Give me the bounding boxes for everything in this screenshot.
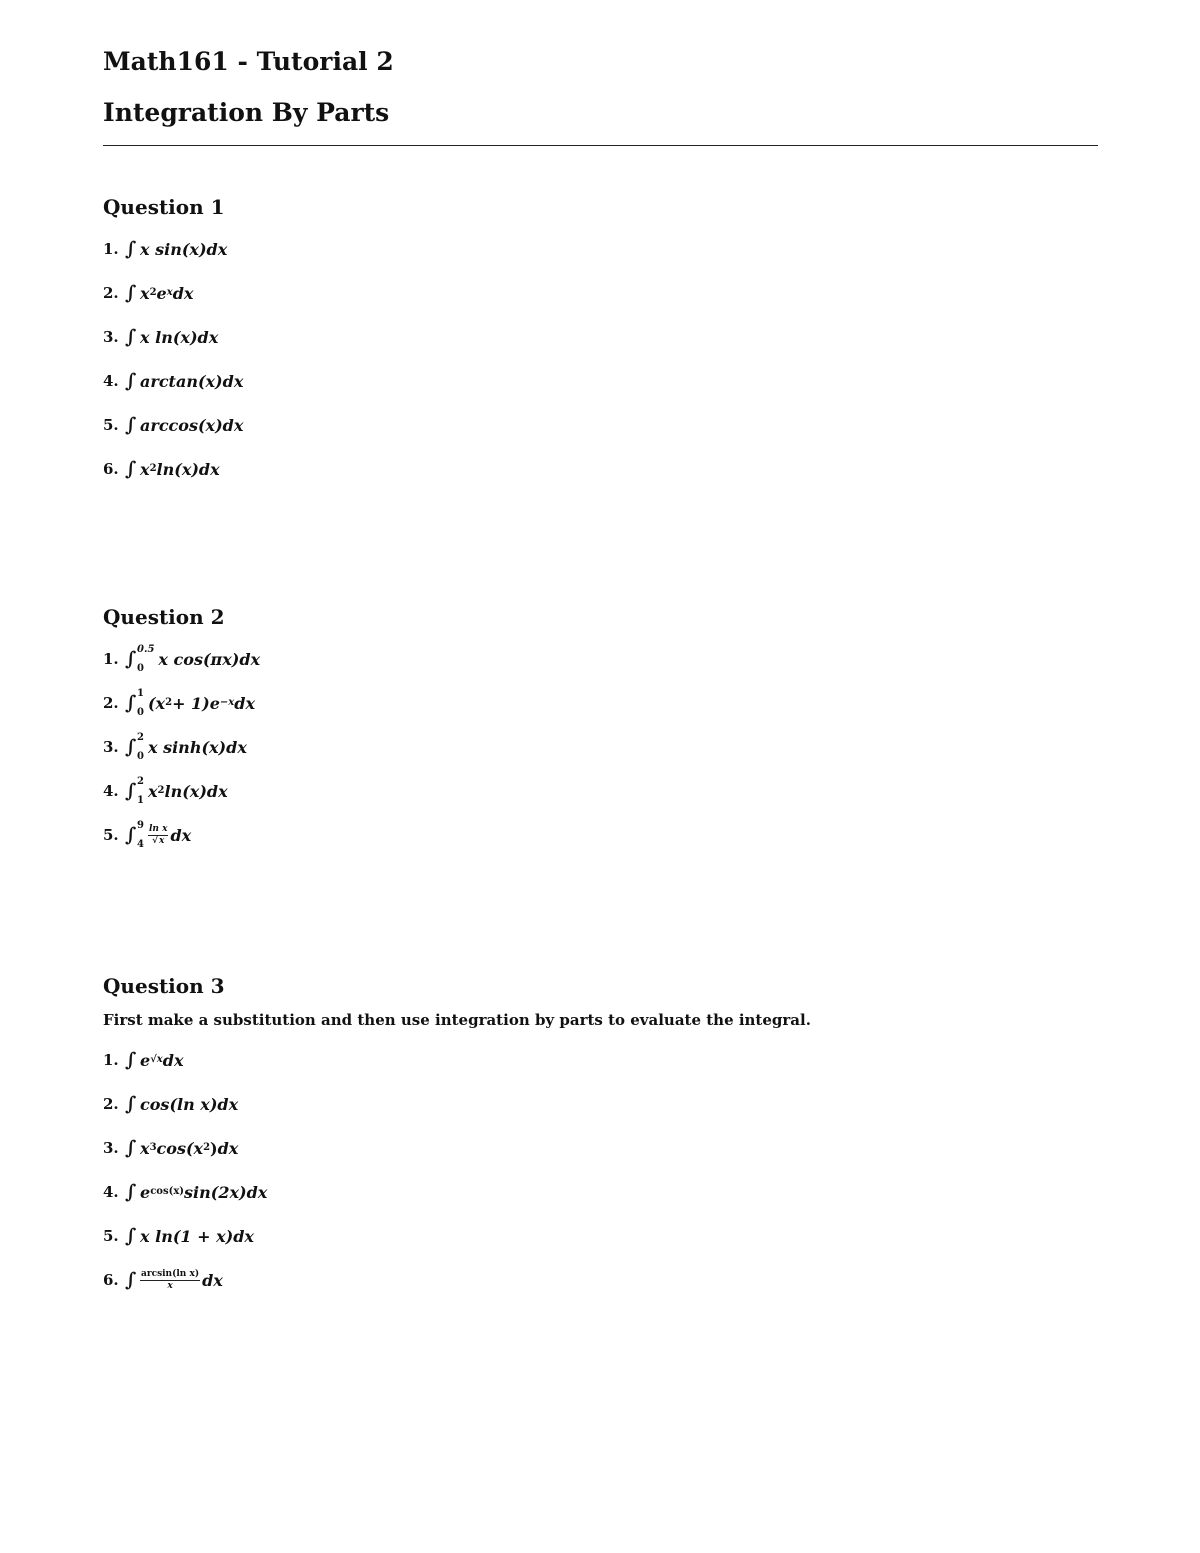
item-number: 6. [103, 460, 119, 478]
integrand-part-2: + 1)e [172, 693, 220, 713]
differential: dx [206, 239, 228, 259]
course-title: Math161 - Tutorial 2 [103, 47, 394, 76]
integral-sign: ∫ [125, 238, 137, 260]
integral-sign: ∫ [125, 1049, 137, 1071]
item-number: 2. [103, 1095, 119, 1113]
header-divider [103, 145, 1098, 146]
differential: dx [202, 1270, 223, 1290]
differential: dx [170, 825, 192, 845]
question-3-heading: Question 3 [103, 974, 225, 998]
integrand: x [140, 1138, 150, 1158]
integrand: x ln(x) [140, 327, 198, 347]
integrand-part-2: e [156, 283, 167, 303]
sqrt-radicand: x [158, 835, 165, 846]
integral-expression [125, 1093, 238, 1115]
lower-limit: 4 [137, 839, 144, 850]
question-2-heading: Question 2 [103, 605, 225, 629]
question-1-item-5 [103, 403, 1098, 447]
upper-limit: 1 [137, 688, 144, 699]
differential: dx [198, 459, 220, 479]
integrand: e [140, 1050, 151, 1070]
item-number: 3. [103, 328, 119, 346]
item-number: 5. [103, 826, 119, 844]
integral-sign: ∫ [125, 326, 137, 348]
item-number: 1. [103, 650, 119, 668]
integral-sign: ∫ [125, 1137, 137, 1159]
item-number: 1. [103, 1051, 119, 1069]
integral-expression: ∫ e cos(x) sin(2x) dx [125, 1181, 268, 1203]
integral-expression [125, 644, 261, 674]
question-1-section [103, 193, 1098, 491]
integrand: x [140, 283, 150, 303]
item-number: 4. [103, 1183, 119, 1201]
lower-limit: 1 [137, 795, 144, 806]
integrand: x cos(πx) [158, 649, 240, 669]
integral-expression [125, 820, 192, 850]
item-number: 3. [103, 1139, 119, 1157]
differential: dx [233, 1226, 254, 1246]
upper-limit: 2 [137, 776, 144, 787]
question-2-item-2 [103, 681, 1098, 725]
integrand: x sin(x) [140, 239, 207, 259]
integral-expression: ∫ x 2 e x dx [125, 282, 194, 304]
upper-limit: 2 [137, 732, 144, 743]
integral-sign: ∫ [125, 1181, 137, 1203]
differential: dx [226, 737, 247, 757]
question-3-item-2 [103, 1082, 1098, 1126]
differential: dx [217, 1094, 239, 1114]
question-3-item-6 [103, 1258, 1098, 1302]
item-number: 6. [103, 1271, 119, 1289]
integral-expression [125, 1225, 254, 1247]
differential: dx [234, 693, 255, 713]
integrand-part-2: cos(x [156, 1138, 204, 1158]
question-1-heading: Question 1 [103, 195, 225, 219]
question-1-item-4 [103, 359, 1098, 403]
question-1-list [103, 227, 1098, 491]
integrand: x [140, 459, 150, 479]
integral-expression: ∫ e √x dx [125, 1049, 184, 1071]
integral-limits [137, 776, 144, 806]
integral-expression [125, 414, 243, 436]
topic-title: Integration By Parts [103, 98, 390, 127]
integral-sign: ∫ [125, 1225, 137, 1247]
item-number: 5. [103, 1227, 119, 1245]
question-2-list [103, 637, 1098, 857]
integral-limits [137, 688, 144, 718]
question-1-item-3 [103, 315, 1098, 359]
lower-limit: 0 [137, 707, 144, 718]
question-3-item-5 [103, 1214, 1098, 1258]
differential: dx [222, 371, 244, 391]
differential: dx [162, 1050, 184, 1070]
integral-sign: ∫ [125, 458, 137, 480]
question-1-item-6 [103, 447, 1098, 491]
item-number: 1. [103, 240, 119, 258]
integral-expression [125, 238, 227, 260]
fraction [148, 824, 168, 847]
integral-sign: ∫ [125, 414, 137, 436]
integral-limits [137, 732, 144, 762]
integral-expression: ∫ x 2 ln(x) dx [125, 458, 220, 480]
integral-sign: ∫ [125, 824, 137, 846]
differential: dx [197, 327, 219, 347]
integral-expression [125, 732, 247, 762]
item-number: 5. [103, 416, 119, 434]
integral-sign: ∫ [125, 780, 137, 802]
differential: dx [239, 649, 261, 669]
integrand-part-2: sin(2x) [184, 1182, 247, 1202]
fraction-denominator: √x [152, 835, 165, 846]
integral-sign: ∫ [125, 1093, 137, 1115]
integrand: arccos(x) [140, 415, 223, 435]
integrand-part-2: ln(x) [156, 459, 199, 479]
question-2-item-3 [103, 725, 1098, 769]
question-3-item-1 [103, 1038, 1098, 1082]
question-2-section [103, 603, 1098, 857]
question-3-section [103, 972, 1098, 1302]
integral-sign: ∫ [125, 692, 137, 714]
fraction-numerator: arcsin(ln x) [141, 1268, 200, 1279]
differential: dx [217, 1138, 239, 1158]
integrand: x [147, 781, 158, 801]
fraction-numerator: ln x [148, 823, 168, 834]
integral-expression: ∫ x 3 cos(x 2 ) dx [125, 1137, 239, 1159]
integral-sign: ∫ [125, 648, 137, 670]
upper-limit: 0.5 [137, 644, 155, 655]
integrand: x sinh(x) [147, 737, 227, 757]
question-3-instructions: First make a substitution and then use integration by parts to evaluate the integral. [103, 1011, 811, 1029]
question-2-item-5 [103, 813, 1098, 857]
integral-limits [137, 820, 144, 850]
differential: dx [206, 781, 228, 801]
integral-expression: ∫ 2 1 x 2 ln(x) dx [125, 776, 228, 806]
differential: dx [222, 415, 244, 435]
fraction [140, 1269, 200, 1292]
item-number: 3. [103, 738, 119, 756]
lower-limit: 0 [137, 751, 144, 762]
question-3-item-4 [103, 1170, 1098, 1214]
integral-sign: ∫ [125, 736, 137, 758]
item-number: 2. [103, 284, 119, 302]
question-2-item-4 [103, 769, 1098, 813]
integrand: cos(ln x) [140, 1094, 218, 1114]
integrand-part-2: ln(x) [164, 781, 207, 801]
integral-expression [125, 326, 218, 348]
integrand: (x [147, 693, 166, 713]
item-number: 4. [103, 782, 119, 800]
differential: dx [172, 283, 194, 303]
differential: dx [246, 1182, 268, 1202]
integrand: e [140, 1182, 151, 1202]
upper-limit: 9 [137, 820, 144, 831]
question-1-item-2 [103, 271, 1098, 315]
integral-sign: ∫ [125, 1269, 137, 1291]
integral-sign: ∫ [125, 282, 137, 304]
item-number: 4. [103, 372, 119, 390]
fraction-denominator: x [167, 1280, 173, 1291]
question-3-item-3 [103, 1126, 1098, 1170]
integral-expression [125, 1269, 223, 1292]
integrand: arctan(x) [140, 371, 223, 391]
integral-sign: ∫ [125, 370, 137, 392]
question-2-item-1 [103, 637, 1098, 681]
item-number: 2. [103, 694, 119, 712]
question-3-list [103, 1038, 1098, 1302]
integral-limits [137, 644, 155, 674]
integral-expression: ∫ 1 0 (x 2 + 1)e −x dx [125, 688, 255, 718]
integral-expression [125, 370, 243, 392]
integrand: x ln(1 + x) [140, 1226, 234, 1246]
question-1-item-1 [103, 227, 1098, 271]
integrand-part-3: ) [210, 1138, 218, 1158]
lower-limit: 0 [137, 663, 144, 674]
